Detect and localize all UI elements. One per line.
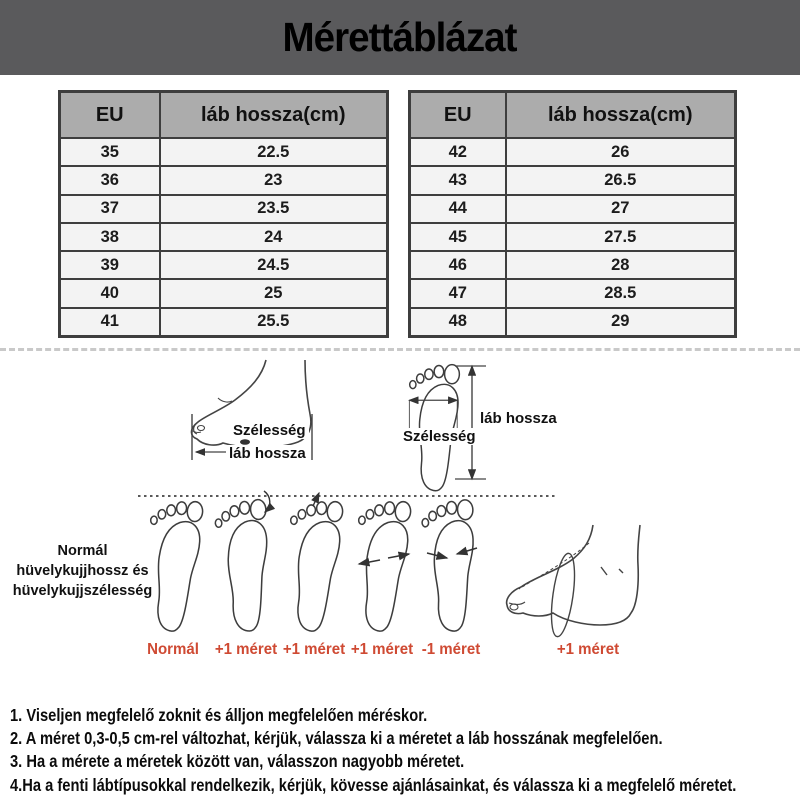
size-table-row bbox=[410, 138, 736, 166]
size-table-header-row bbox=[410, 92, 736, 139]
col-header-foot-length: láb hossza(cm) bbox=[160, 92, 388, 139]
col-header-eu: EU bbox=[410, 92, 506, 139]
size-cell: 26.5 bbox=[506, 166, 736, 194]
page-title: Mérettáblázat bbox=[282, 14, 518, 60]
size-table-header-row bbox=[60, 92, 388, 139]
size-cell: 45 bbox=[410, 223, 506, 251]
size-cell: 27.5 bbox=[506, 223, 736, 251]
size-cell: 28.5 bbox=[506, 279, 736, 307]
size-table-row bbox=[410, 166, 736, 194]
instruction-line-3: 3. Ha a mérete a méretek között van, válasszon nagyobb méretet. bbox=[10, 751, 465, 772]
size-cell: 22.5 bbox=[160, 138, 388, 166]
size-cell: 24.5 bbox=[160, 251, 388, 279]
instruction-line-1: 1. Viseljen megfelelő zoknit és álljon megfelelően méréskor. bbox=[10, 705, 428, 725]
size-cell: 46 bbox=[410, 251, 506, 279]
size-table-row bbox=[410, 308, 736, 337]
instructions-list bbox=[10, 704, 736, 797]
measure-diagram bbox=[150, 352, 650, 495]
foot-type-high-instep-icon bbox=[507, 525, 640, 638]
side-width-label: Szélesség bbox=[230, 422, 309, 439]
size-cell: 25.5 bbox=[160, 308, 388, 337]
instruction-line-2: 2. A méret 0,3-0,5 cm-rel változhat, kérjük, válassza ki a méretet a láb hosszának megfelelően. bbox=[10, 728, 663, 749]
foot-type-label-5: -1 méret bbox=[421, 641, 481, 658]
foot-type-wide-icon bbox=[353, 499, 411, 632]
size-table-row bbox=[410, 195, 736, 223]
foot-types-diagram bbox=[130, 490, 670, 640]
size-table-row bbox=[60, 223, 388, 251]
size-table-left-body bbox=[60, 138, 388, 337]
header-banner bbox=[0, 0, 800, 75]
size-cell: 43 bbox=[410, 166, 506, 194]
size-table-row bbox=[60, 308, 388, 337]
size-cell: 24 bbox=[160, 223, 388, 251]
instruction-line-4: 4.Ha a fenti lábtípusokkal rendelkezik, kérjük, kövesse ajánlásainkat, és válassza ki a megfelelő méretet. bbox=[10, 774, 737, 795]
foot-type-label-4: +1 méret bbox=[350, 641, 414, 658]
print-width-label: Szélesség bbox=[400, 428, 479, 445]
foot-type-label-3: +1 méret bbox=[282, 641, 346, 658]
size-cell: 26 bbox=[506, 138, 736, 166]
size-table-row bbox=[60, 138, 388, 166]
size-table-right bbox=[408, 90, 737, 338]
size-cell: 36 bbox=[60, 166, 160, 194]
size-table-row bbox=[410, 223, 736, 251]
note-line: Normál bbox=[57, 543, 108, 559]
size-table-row bbox=[60, 166, 388, 194]
size-table-row bbox=[60, 251, 388, 279]
size-cell: 29 bbox=[506, 308, 736, 337]
size-cell: 41 bbox=[60, 308, 160, 337]
size-table-row bbox=[60, 279, 388, 307]
note-line: hüvelykujjhossz és bbox=[16, 563, 149, 579]
normal-toe-note bbox=[10, 541, 155, 601]
note-line: hüvelykujjszélesség bbox=[12, 583, 153, 599]
size-cell: 23 bbox=[160, 166, 388, 194]
size-cell: 25 bbox=[160, 279, 388, 307]
size-cell: 38 bbox=[60, 223, 160, 251]
size-cell: 47 bbox=[410, 279, 506, 307]
size-cell: 23.5 bbox=[160, 195, 388, 223]
size-cell: 27 bbox=[506, 195, 736, 223]
size-cell: 37 bbox=[60, 195, 160, 223]
size-cell: 40 bbox=[60, 279, 160, 307]
size-table-right-body bbox=[410, 138, 736, 337]
foot-type-bunion-icon bbox=[214, 491, 274, 633]
size-table-row bbox=[410, 279, 736, 307]
size-cell: 28 bbox=[506, 251, 736, 279]
size-cell: 39 bbox=[60, 251, 160, 279]
size-table-left bbox=[58, 90, 389, 338]
foot-type-label-1: Normál bbox=[147, 641, 199, 658]
print-length-label: láb hossza bbox=[477, 410, 560, 427]
size-cell: 42 bbox=[410, 138, 506, 166]
size-cell: 44 bbox=[410, 195, 506, 223]
size-table-row bbox=[60, 195, 388, 223]
foot-type-label-2: +1 méret bbox=[214, 641, 278, 658]
foot-type-long-second-toe-icon bbox=[285, 493, 343, 632]
size-cell: 48 bbox=[410, 308, 506, 337]
foot-type-narrow-icon bbox=[421, 499, 479, 632]
size-cell: 35 bbox=[60, 138, 160, 166]
col-header-foot-length: láb hossza(cm) bbox=[506, 92, 736, 139]
foot-type-label-6: +1 méret bbox=[556, 641, 620, 658]
side-length-label: láb hossza bbox=[226, 445, 309, 462]
col-header-eu: EU bbox=[60, 92, 160, 139]
size-table-row bbox=[410, 251, 736, 279]
dashed-separator bbox=[0, 348, 800, 351]
